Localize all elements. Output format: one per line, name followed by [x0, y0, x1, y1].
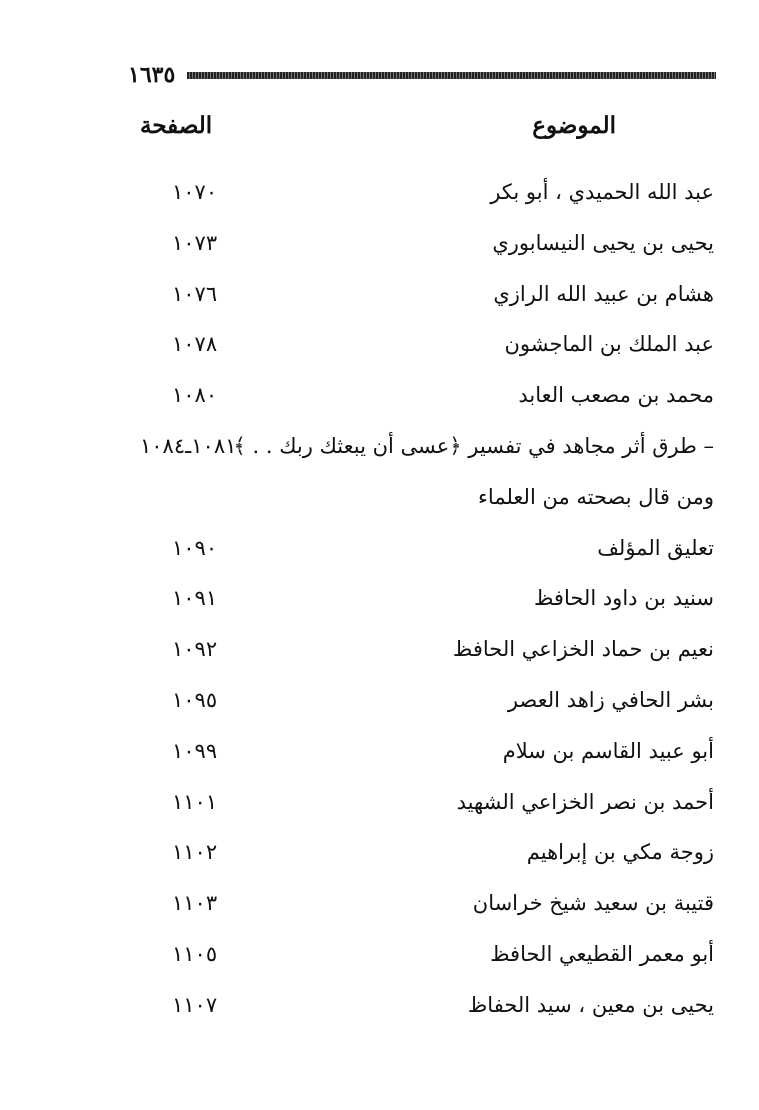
entry-page-number: ١٠٩٠ [172, 535, 218, 560]
entry-title: أحمد بن نصر الخزاعي الشهيد [456, 789, 714, 814]
entry-title: تعليق المؤلف [597, 535, 714, 560]
contents-entry [0, 985, 759, 1036]
contents-entry [0, 172, 759, 223]
entry-title: سنيد بن داود الحافظ [534, 586, 714, 611]
contents-entry [0, 274, 759, 325]
entry-page-number: ١١٠٢ [172, 840, 218, 865]
header-rule [187, 72, 716, 79]
entry-page-number: ١٠٩١ [172, 586, 218, 611]
entry-page-number: ١٠٧٨ [172, 332, 218, 357]
contents-entry [0, 629, 759, 680]
entry-title: زوجة مكي بن إبراهيم [526, 840, 714, 865]
entry-page-range: ١٠٨١ـ١٠٨٤ [140, 433, 237, 458]
entry-title: – طرق أثر مجاهد في تفسير ﴿عسى أن يبعثك ربك . . ﴾ [233, 433, 714, 458]
entry-page-number: ١١٠١ [172, 789, 218, 814]
page-header [128, 58, 716, 92]
entry-page-number: ١٠٧٦ [172, 281, 218, 306]
entry-title: نعيم بن حماد الخزاعي الحافظ [452, 637, 714, 662]
contents-list [0, 172, 759, 1036]
entry-page-number: ١٠٧٣ [172, 230, 218, 255]
entry-page-number: ١١٠٧ [172, 992, 218, 1017]
entry-page-number: ١١٠٣ [172, 891, 218, 916]
entry-page-number: ١٠٩٥ [172, 687, 218, 712]
entry-title: عبد الله الحميدي ، أبو بكر [490, 180, 714, 204]
contents-entry [0, 223, 759, 274]
contents-entry [0, 528, 759, 579]
entry-page-number: ١٠٩٢ [172, 637, 218, 662]
entry-title: أبو عبيد القاسم بن سلام [502, 738, 714, 763]
entry-page-number: ١٠٨٠ [172, 383, 218, 408]
topic-column-heading: الموضوع [532, 112, 616, 139]
entry-title: أبو معمر القطيعي الحافظ [490, 941, 714, 966]
entry-title: محمد بن مصعب العابد [518, 383, 714, 408]
entry-title: يحيى بن يحيى النيسابوري [492, 230, 714, 255]
entry-page-number: ١٠٧٠ [172, 180, 218, 204]
contents-entry [0, 426, 759, 477]
entry-title: عبد الملك بن الماجشون [504, 332, 714, 357]
contents-entry [0, 731, 759, 782]
contents-entry [0, 934, 759, 985]
page-column-heading: الصفحة [140, 112, 213, 139]
contents-entry [0, 680, 759, 731]
contents-entry [0, 883, 759, 934]
column-headings [140, 112, 616, 146]
contents-entry [0, 324, 759, 375]
entry-title: بشر الحافي زاهد العصر [507, 687, 714, 712]
entry-page-number: ١٠٩٩ [172, 738, 218, 763]
contents-entry [0, 782, 759, 833]
contents-entry [0, 578, 759, 629]
contents-entry [0, 375, 759, 426]
page-number: ١٦٣٥ [128, 62, 176, 88]
entry-title: ومن قال بصحته من العلماء [478, 484, 714, 509]
entry-title: قتيبة بن سعيد شيخ خراسان [472, 891, 714, 916]
entry-page-number: ١١٠٥ [172, 941, 218, 966]
contents-entry-continuation [0, 477, 759, 528]
entry-title: يحيى بن معين ، سيد الحفاظ [467, 992, 714, 1017]
contents-entry [0, 832, 759, 883]
entry-title: هشام بن عبيد الله الرازي [493, 281, 714, 306]
